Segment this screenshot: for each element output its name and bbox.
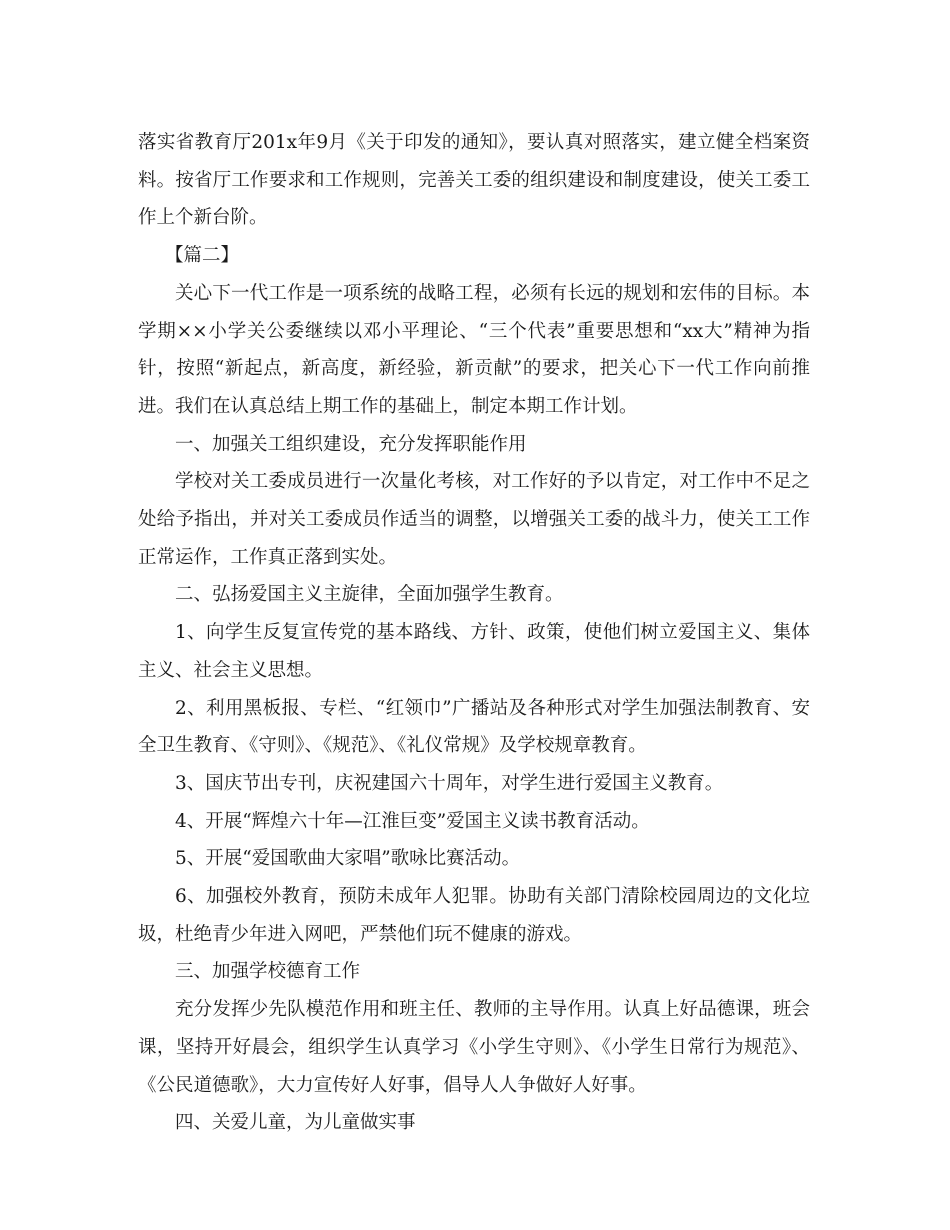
list-item: 2、利用黑板报、专栏、“红领巾”广播站及各种形式对学生加强法制教育、安全卫生教育、《守则》、《规范》、《礼仪常规》及学校规章教育。	[138, 697, 810, 757]
list-item: 6、加强校外教育，预防未成年人犯罪。协助有关部门清除校园周边的文化垃圾，杜绝青少年进入网吧，严禁他们玩不健康的游戏。	[138, 886, 810, 945]
paragraph-intro: 关心下一代工作是一项系统的战略工程，必须有长远的规划和宏伟的目标。本学期××小学关公委继续以邓小平理论、“三个代表”重要思想和“xx大”精神为指针，按照“新起点，新高度，新经验，新贡献”的要求，把关心下一代工作向前推进。我们在认真总结上期工作的基础上，制定本期工作计划。	[138, 282, 810, 417]
paragraph: 充分发挥少先队模范作用和班主任、教师的主导作用。认真上好品德课，班会课，坚持开好晨会，组织学生认真学习《小学生守则》、《小学生日常行为规范》、《公民道德歌》，大力宣传好人好事，倡导人人争做好人好事。	[138, 999, 810, 1096]
paragraph-continuation: 落实省教育厅201x年9月《关于印发的通知》，要认真对照落实，建立健全档案资料。按省厅工作要求和工作规则，完善关工委的组织建设和制度建设，使关工委工作上个新台阶。	[138, 132, 810, 229]
document-body	[138, 124, 810, 1142]
heading-2: 二、弘扬爱国主义主旋律，全面加强学生教育。	[175, 584, 564, 606]
paragraph: 学校对关工委成员进行一次量化考核，对工作好的予以肯定，对工作中不足之处给予指出，并对关工委成员作适当的调整，以增强关工委的战斗力，使关工工作正常运作，工作真正落到实处。	[138, 471, 810, 568]
section-tag: 【篇二】	[165, 245, 240, 267]
heading-4: 四、关爱儿童，为儿童做实事	[175, 1112, 416, 1134]
list-item: 3、国庆节出专刊，庆祝建国六十周年，对学生进行爱国主义教育。	[175, 772, 724, 794]
list-item: 1、向学生反复宣传党的基本路线、方针、政策，使他们树立爱国主义、集体主义、社会主义思想。	[138, 622, 810, 681]
list-item: 5、开展“爱国歌曲大家唱”歌咏比赛活动。	[175, 848, 521, 870]
list-item: 4、开展“辉煌六十年—江淮巨变”爱国主义读书教育活动。	[175, 810, 650, 832]
heading-3: 三、加强学校德育工作	[175, 961, 361, 983]
heading-1: 一、加强关工组织建设，充分发挥职能作用	[175, 433, 527, 455]
